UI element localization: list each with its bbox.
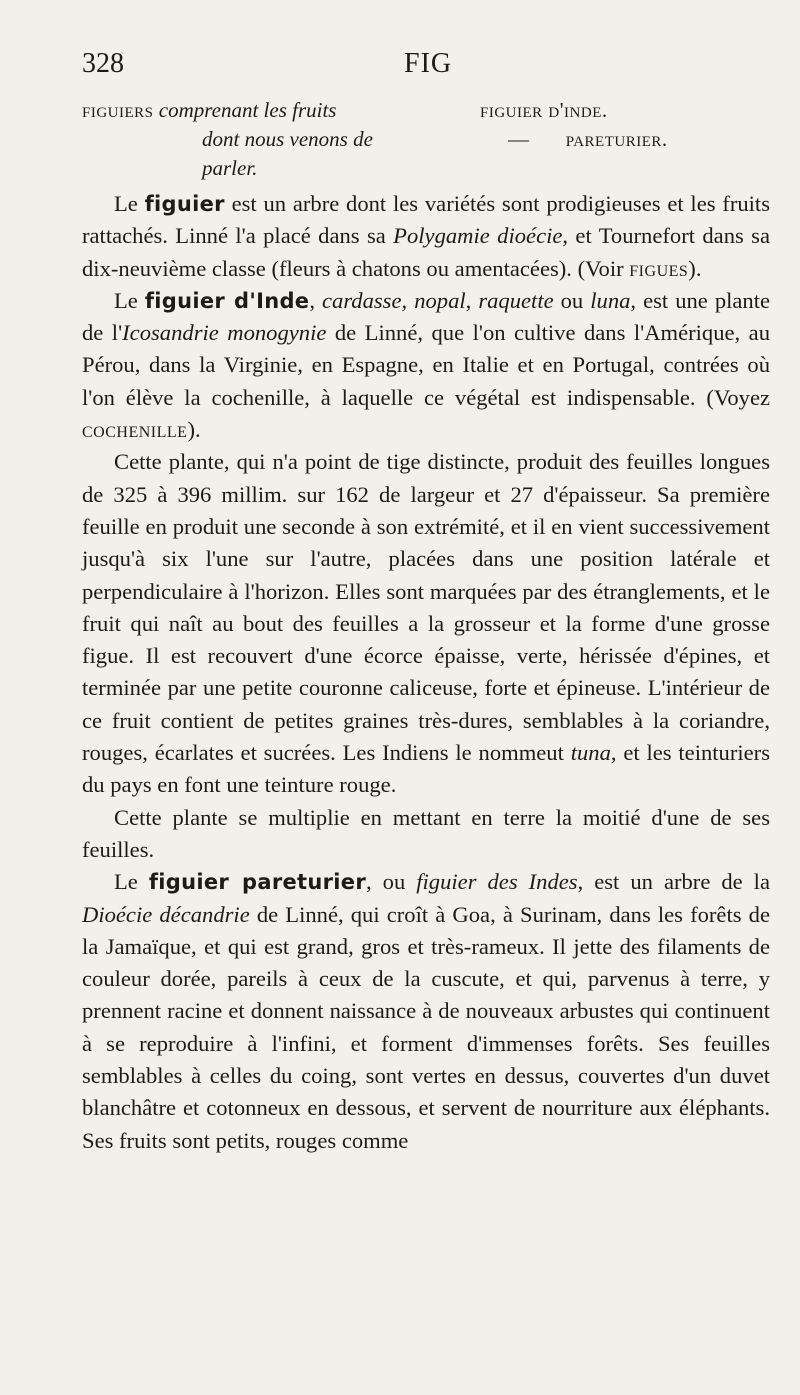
text-run: de Linné, qui croît à Goa, à Surinam, dans les forêts de la Jamaïque, et qui est grand, gros et très-rameux. Il jette des filaments de couleur dorée, pareils à ceux de la cuscute, et qui, parvenus à terre, y prennent racine et donnent naissance à de nouveaux arbustes qui continuent à se reproduire à l'infini, et forment d'immenses forêts. Ses feuilles semblables à celles du coing, sont vertes en dessus, couvertes d'un duvet blanchâtre et cotonneux en dessous, et servent de nourriture aux éléphants. Ses fruits sont petits, rouges comme [82, 901, 770, 1153]
text-run: , [309, 287, 323, 313]
text-run: ou [553, 287, 591, 313]
text-run: , et Tournefort dans sa dix-neuvième classe (fleurs à chatons ou amentacées). (Voir [82, 223, 770, 281]
italic-term: luna [590, 287, 631, 313]
italic-term: Polygamie dioécie [393, 223, 563, 249]
paragraph-figuier [82, 188, 770, 285]
cross-ref-figues: figues [629, 255, 689, 281]
cross-ref-term: figuiers [82, 98, 154, 122]
text-run: , [465, 287, 479, 313]
text-run: , [401, 287, 415, 313]
text-run: , et les teinturiers du pays en font une teinture rouge. [82, 740, 770, 798]
paragraph-description [82, 446, 770, 801]
paragraph-figuier-pareturier [82, 866, 770, 1157]
page-number: 328 [82, 48, 124, 79]
text-run: Le [114, 191, 145, 216]
italic-term: Dioécie décandrie [82, 901, 250, 927]
italic-term: tuna [570, 740, 611, 766]
paragraph-multiplication: Cette plante se multiplie en mettant en terre la moitié d'une de ses feuilles. [82, 804, 770, 862]
text-run: Cette plante, qui n'a point de tige distincte, produit des feuilles longues de 325 à 396 millim. sur 162 de largeur et 27 d'épaisseur. Sa première feuille en produit une seconde à son extrémité, et il en vient successivement jusqu'à six l'une sur l'autre, placées dans une position latérale et perpendiculaire à l'horizon. Elles sont marquées par des étranglements, et le fruit qui naît au bout des feuilles a la grosseur et la forme d'une grosse figue. Il est recouvert d'une écorce épaisse, verte, hérissée d'épines, et terminée par une petite couronne caliceuse, forte et épineuse. L'intérieur de ce fruit contient de petites graines très-dures, semblables à la coriandre, rouges, écarlates et sucrées. Les Indiens le [82, 449, 770, 766]
text-run: ). [688, 255, 702, 281]
text-run: est un arbre dont les variétés sont prodigieuses et les fruits rattachés. Linné l'a placé dans sa [82, 191, 770, 249]
cross-ref-desc-line3: parler. [202, 156, 258, 180]
cross-reference-block [82, 96, 760, 186]
article-body [82, 188, 770, 1157]
cross-ref-cochenille: cochenille [82, 417, 188, 443]
running-head: FIG [404, 48, 453, 79]
cross-ref-dash: — [508, 127, 529, 151]
headword-figuier-inde: figuier d'Inde [144, 288, 310, 313]
text-run: nommeut [478, 740, 571, 766]
page-header [82, 48, 760, 84]
italic-term: Icosandrie monogynie [122, 320, 327, 346]
cross-ref-term-pareturier: pareturier. [565, 127, 668, 151]
text-run: Le [114, 287, 145, 313]
text-run: de Linné, que l'on cultive dans l'Amérique, au Pérou, dans la Virginie, en Espagne, en Italie et en Portugal, contrées où l'on élève la cochenille, à laquelle ce végétal est indispensable. (Voyez [82, 320, 770, 410]
headword-figuier: figuier [144, 192, 225, 216]
italic-term: raquette [478, 287, 554, 313]
cross-ref-desc-line2: dont nous venons de [202, 127, 373, 151]
italic-term: figuier des Indes [416, 869, 578, 895]
text-run: ). [187, 417, 201, 443]
italic-term: cardasse [322, 287, 402, 313]
cross-ref-term-inde: figuier d'inde. [480, 98, 608, 122]
text-run: Le [114, 869, 149, 895]
text-run: , est un arbre de la [577, 869, 770, 895]
italic-term: nopal [414, 287, 466, 313]
cross-reference-left [82, 96, 472, 183]
text-run: , ou [365, 869, 417, 895]
cross-reference-right [480, 96, 780, 154]
paragraph-figuier-inde [82, 285, 770, 446]
headword-figuier-pareturier: figuier pareturier [148, 870, 366, 895]
cross-ref-desc: comprenant les fruits [158, 98, 337, 122]
text-run: , est une plante de l' [82, 287, 771, 346]
